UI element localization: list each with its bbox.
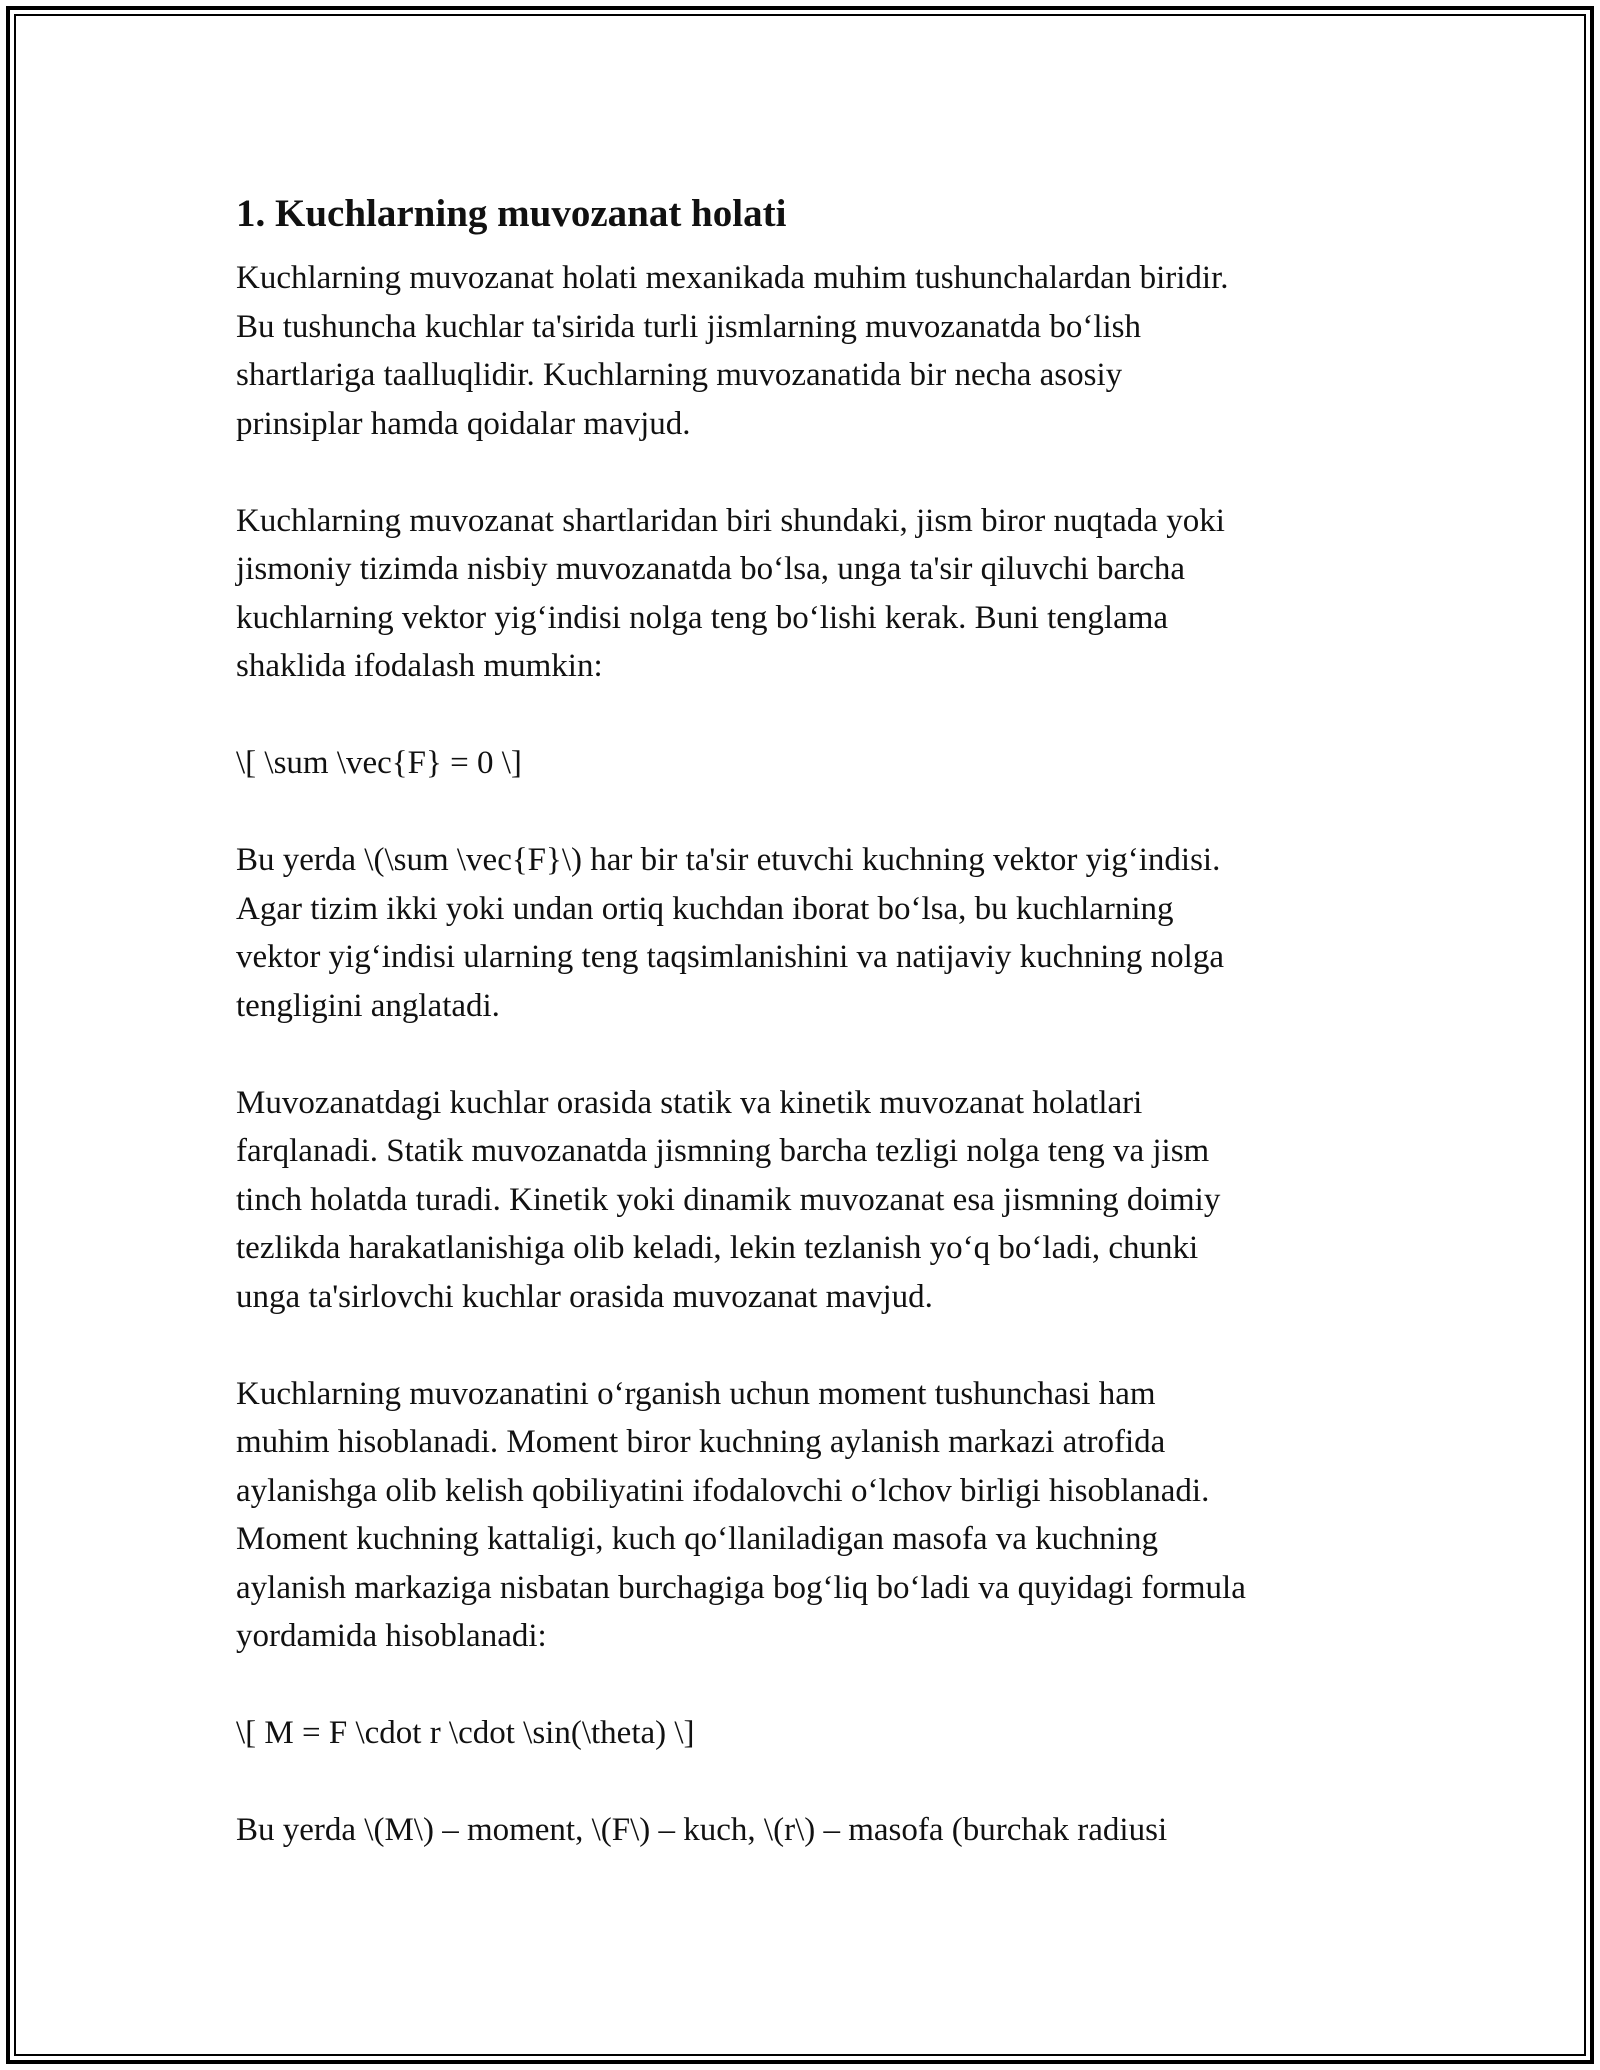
text-line: kuchlarning vektor yig‘indisi nolga teng bo‘lishi kerak. Buni tenglama (236, 599, 1169, 636)
text-line: prinsiplar hamda qoidalar mavjud. (236, 405, 691, 442)
text-line: muhim hisoblanadi. Moment biror kuchning aylanish markazi atrofida (236, 1424, 1166, 1460)
text-line: unga ta'sirlovchi kuchlar orasida muvozanat mavjud. (236, 1278, 933, 1315)
paragraph (236, 1806, 1366, 1855)
document-page (236, 186, 1366, 1903)
paragraph (236, 739, 1366, 788)
paragraph (236, 254, 1366, 448)
text-line: farqlanadi. Statik muvozanatda jismning barcha tezligi nolga teng va jism (236, 1133, 1210, 1169)
paragraph (236, 1370, 1366, 1661)
text-line: aylanish markaziga nisbatan burchagiga bog‘liq bo‘ladi va quyidagi formula (236, 1569, 1246, 1606)
text-line: Kuchlarning muvozanat holati mexanikada muhim tushunchalardan biridir. (236, 260, 1229, 296)
text-line: Kuchlarning muvozanat shartlaridan biri shundaki, jism biror nuqtada yoki (236, 502, 1225, 539)
text-line: Bu tushuncha kuchlar ta'sirida turli jismlarning muvozanatda bo‘lish (236, 308, 1142, 345)
text-line: tinch holatda turadi. Kinetik yoki dinamik muvozanat esa jismning doimiy (236, 1181, 1221, 1218)
paragraph (236, 1709, 1366, 1758)
text-line: \[ M = F \cdot r \cdot \sin(\theta) \] (236, 1715, 695, 1751)
text-line: aylanishga olib kelish qobiliyatini ifodalovchi o‘lchov birligi hisoblanadi. (236, 1472, 1210, 1509)
document-title: 1. Kuchlarning muvozanat holati (236, 192, 787, 235)
text-line: yordamida hisoblanadi: (236, 1618, 547, 1654)
text-line: \[ \sum \vec{F} = 0 \] (236, 745, 522, 781)
document-body (236, 254, 1366, 1855)
paragraph (236, 836, 1366, 1030)
paragraph (236, 1079, 1366, 1322)
text-line: Agar tizim ikki yoki undan ortiq kuchdan iborat bo‘lsa, bu kuchlarning (236, 890, 1174, 927)
text-line: Muvozanatdagi kuchlar orasida statik va kinetik muvozanat holatlari (236, 1084, 1143, 1121)
text-line: Kuchlarning muvozanatini o‘rganish uchun moment tushunchasi ham (236, 1375, 1156, 1412)
text-line: tezlikda harakatlanishiga olib keladi, lekin tezlanish yo‘q bo‘ladi, chunki (236, 1230, 1199, 1266)
text-line: shaklida ifodalash mumkin: (236, 648, 603, 684)
paragraph (236, 497, 1366, 691)
text-line: Bu yerda \(\sum \vec{F}\) har bir ta'sir etuvchi kuchning vektor yig‘indisi. (236, 842, 1221, 878)
text-line: shartlariga taalluqlidir. Kuchlarning muvozanatida bir necha asosiy (236, 357, 1123, 393)
text-line: vektor yig‘indisi ularning teng taqsimlanishini va natijaviy kuchning nolga (236, 939, 1225, 975)
text-line: jismoniy tizimda nisbiy muvozanatda bo‘lsa, unga ta'sir qiluvchi barcha (236, 551, 1185, 587)
text-line: Moment kuchning kattaligi, kuch qo‘llaniladigan masofa va kuchning (236, 1521, 1158, 1557)
text-line: Bu yerda \(M\) – moment, \(F\) – kuch, \(r\) – masofa (burchak radiusi (236, 1812, 1168, 1848)
text-line: tengligini anglatadi. (236, 987, 500, 1024)
